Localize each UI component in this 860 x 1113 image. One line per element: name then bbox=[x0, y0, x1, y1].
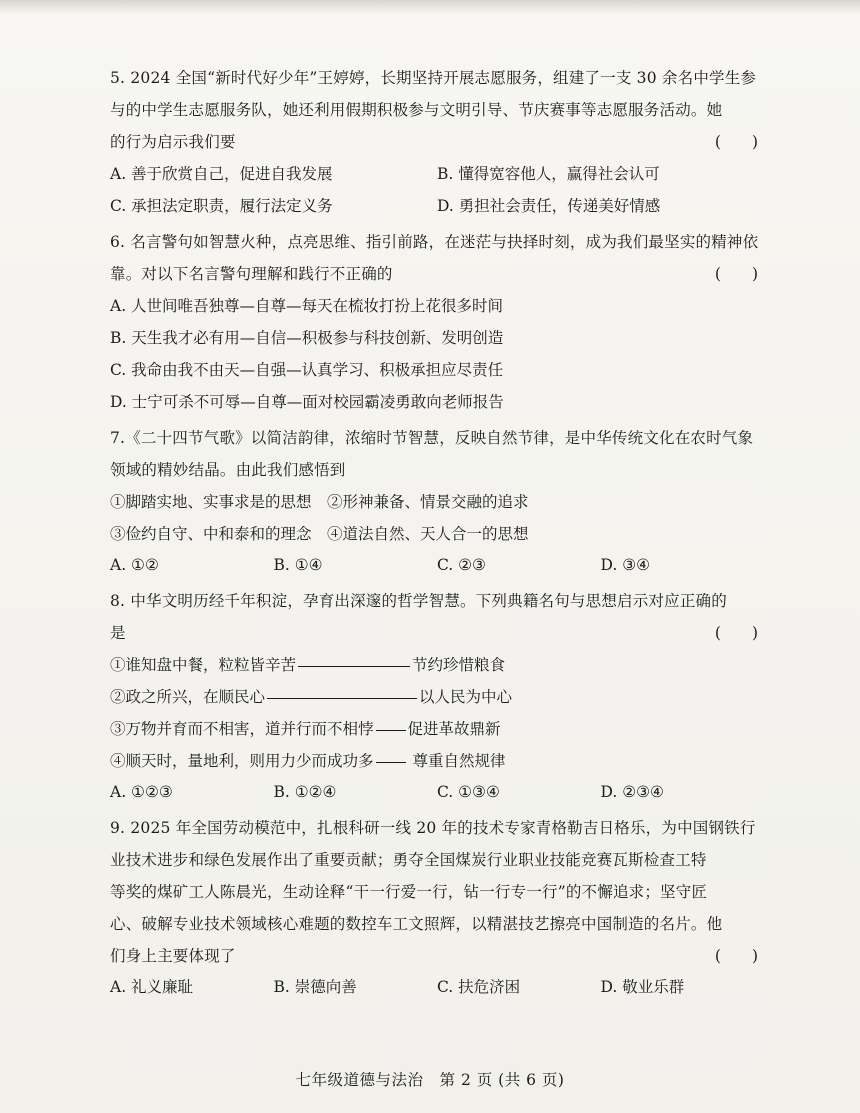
q8-pair-3 bbox=[110, 713, 764, 745]
q6-option-c: C. 我命由我不由天—自强—认真学习、积极承担应尽责任 bbox=[110, 361, 504, 379]
q5-line-2: 与的中学生志愿服务队，她还利用假期积极参与文明引导、节庆赛事等志愿服务活动。她 bbox=[110, 101, 723, 119]
q8-option-d: D. ②③④ bbox=[600, 783, 664, 801]
q8-pair-4 bbox=[110, 745, 764, 777]
q9-line-1: 9. 2025 年全国劳动模范中，扎根科研一线 20 年的技术专家青格勒吉日格乐，为中国钢铁行 bbox=[110, 819, 756, 837]
q8-pair-1-meaning: 节约珍惜粮食 bbox=[412, 656, 506, 674]
scan-edge bbox=[0, 0, 860, 14]
q8-options bbox=[110, 777, 764, 808]
q8-pair-4-meaning: 尊重自然规律 bbox=[407, 752, 506, 770]
q8-stem-end: 是 bbox=[110, 624, 126, 642]
q8-pair-2-quote: ②政之所兴，在顺民心 bbox=[110, 688, 266, 706]
q8-option-c: C. ①③④ bbox=[437, 783, 500, 801]
q6-line-1: 6. 名言警句如智慧火种，点亮思维、指引前路，在迷茫与抉择时刻，成为我们最坚实的精神依 bbox=[110, 233, 759, 251]
q9-option-d: D. 敬业乐群 bbox=[600, 978, 685, 996]
q5-option-a: A. 善于欣赏自己，促进自我发展 bbox=[110, 165, 333, 183]
connector-line bbox=[267, 698, 417, 699]
q8-line-2 bbox=[110, 617, 764, 649]
q7-option-d: D. ③④ bbox=[600, 556, 651, 574]
q9-option-b: B. 崇德向善 bbox=[273, 978, 357, 996]
q7-items-2: ③俭约自守、中和泰和的理念 ④道法自然、天人合一的思想 bbox=[110, 525, 529, 543]
q9-answer-bracket: ( ) bbox=[714, 947, 758, 965]
q5-line-1: 5. 2024 全国“新时代好少年”王婷婷，长期坚持开展志愿服务，组建了一支 30 余名中学生参 bbox=[110, 69, 757, 87]
q8-pair-4-quote: ④顺天时，量地利，则用力少而成功多 bbox=[110, 752, 374, 770]
q7-option-c: C. ②③ bbox=[437, 556, 486, 574]
q6-option-d: D. 士宁可杀不可辱—自尊—面对校园霸凌勇敢向老师报告 bbox=[110, 393, 504, 411]
q9-option-a: A. 礼义廉耻 bbox=[110, 978, 194, 996]
q6-option-a: A. 人世间唯吾独尊—自尊—每天在梳妆打扮上花很多时间 bbox=[110, 297, 504, 315]
q9-option-c: C. 扶危济困 bbox=[437, 978, 521, 996]
connector-line bbox=[298, 666, 410, 667]
q7-line-2: 领域的精妙结晶。由此我们感悟到 bbox=[110, 461, 346, 479]
q6-answer-bracket: ( ) bbox=[714, 265, 758, 283]
question-6 bbox=[110, 226, 764, 418]
q7-options bbox=[110, 550, 764, 581]
q6-line-2 bbox=[110, 258, 764, 290]
q7-option-b: B. ①④ bbox=[273, 556, 323, 574]
q9-line-2: 业技术进步和绿色发展作出了重要贡献；勇夺全国煤炭行业职业技能竞赛瓦斯检查工特 bbox=[110, 851, 707, 869]
q8-line-1: 8. 中华文明历经千年积淀，孕育出深邃的哲学智慧。下列典籍名句与思想启示对应正确的 bbox=[110, 592, 727, 610]
q6-option-b: B. 天生我才必有用—自信—积极参与科技创新、发明创造 bbox=[110, 329, 504, 347]
q8-option-a: A. ①②③ bbox=[110, 783, 173, 801]
question-7 bbox=[110, 422, 764, 581]
q9-options bbox=[110, 972, 764, 1003]
q8-pair-1-quote: ①谁知盘中餐，粒粒皆辛苦 bbox=[110, 656, 297, 674]
q8-pair-2-meaning: 以人民为中心 bbox=[419, 688, 513, 706]
connector-line bbox=[376, 762, 406, 763]
q5-answer-bracket: ( ) bbox=[714, 133, 758, 151]
q7-option-a: A. ①② bbox=[110, 556, 159, 574]
question-9 bbox=[110, 812, 764, 1003]
q5-option-d: D. 勇担社会责任，传递美好情感 bbox=[437, 197, 661, 215]
q5-options-row-1 bbox=[110, 158, 764, 190]
q8-pair-2 bbox=[110, 681, 764, 713]
q6-stem-end: 靠。对以下名言警句理解和践行不正确的 bbox=[110, 265, 393, 283]
q9-line-3: 等奖的煤矿工人陈晨光，生动诠释“干一行爱一行，钻一行专一行”的不懈追求；坚守匠 bbox=[110, 883, 708, 901]
q8-pair-3-meaning: 促进革故鼎新 bbox=[407, 720, 501, 738]
q8-pair-1 bbox=[110, 649, 764, 681]
question-5 bbox=[110, 62, 764, 222]
q5-line-3 bbox=[110, 126, 764, 158]
q7-line-1: 7.《二十四节气歌》以简洁韵律，浓缩时节智慧，反映自然节律，是中华传统文化在农时气象 bbox=[110, 429, 754, 447]
connector-line bbox=[376, 730, 406, 731]
q8-answer-bracket: ( ) bbox=[714, 624, 758, 642]
q5-option-c: C. 承担法定职责，履行法定义务 bbox=[110, 197, 333, 215]
q8-pair-3-quote: ③万物并育而不相害，道并行而不相悖 bbox=[110, 720, 374, 738]
page-footer: 七年级道德与法治 第 2 页 (共 6 页) bbox=[295, 1071, 565, 1089]
q5-options-row-2 bbox=[110, 190, 764, 222]
q9-line-4: 心、破解专业技术领域核心难题的数控车工文照辉，以精湛技艺擦亮中国制造的名片。他 bbox=[110, 915, 723, 933]
question-8 bbox=[110, 585, 764, 808]
q9-line-5 bbox=[110, 940, 764, 972]
q9-stem-end: 们身上主要体现了 bbox=[110, 947, 236, 965]
q5-option-b: B. 懂得宽容他人，赢得社会认可 bbox=[437, 165, 660, 183]
q5-stem-end: 的行为启示我们要 bbox=[110, 133, 236, 151]
q7-items-1: ①脚踏实地、实事求是的思想 ②形神兼备、情景交融的追求 bbox=[110, 493, 529, 511]
q8-option-b: B. ①②④ bbox=[273, 783, 337, 801]
